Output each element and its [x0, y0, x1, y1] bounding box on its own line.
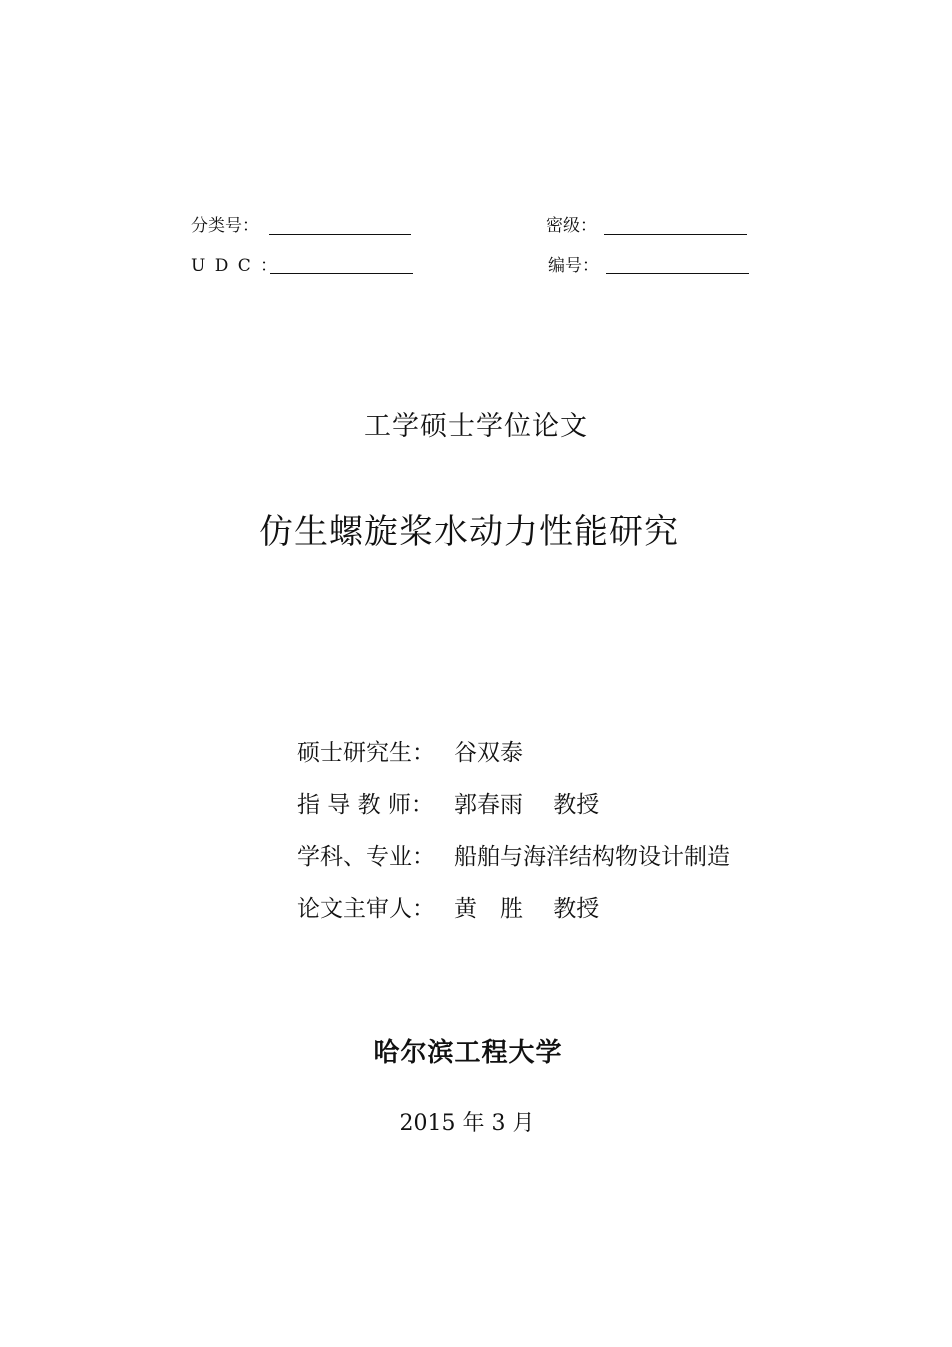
- number-label: 编号：: [548, 256, 599, 276]
- major-label: 学科、专业：: [297, 844, 435, 870]
- university-name: 哈尔滨工程大学: [373, 1038, 563, 1068]
- student-value: 谷双泰: [454, 740, 523, 766]
- udc-label: U D C ：: [191, 256, 280, 276]
- classification-label: 分类号：: [191, 216, 259, 236]
- secrecy-underline: [604, 234, 747, 235]
- student-label: 硕士研究生：: [297, 740, 435, 766]
- chair-value: 黄 胜 教授: [454, 896, 600, 922]
- submission-date: 2015 年 3 月: [399, 1111, 535, 1136]
- major-value: 船舶与海洋结构物设计制造: [454, 844, 730, 870]
- udc-underline: [270, 273, 413, 274]
- secrecy-label: 密级：: [546, 216, 597, 236]
- number-underline: [606, 273, 749, 274]
- chair-label: 论文主审人：: [297, 896, 435, 922]
- degree-type: 工学硕士学位论文: [364, 411, 588, 442]
- classification-underline: [269, 234, 411, 235]
- advisor-label: 指 导 教 师：: [297, 792, 434, 818]
- thesis-title: 仿生螺旋桨水动力性能研究: [259, 512, 679, 552]
- advisor-value: 郭春雨 教授: [454, 792, 600, 818]
